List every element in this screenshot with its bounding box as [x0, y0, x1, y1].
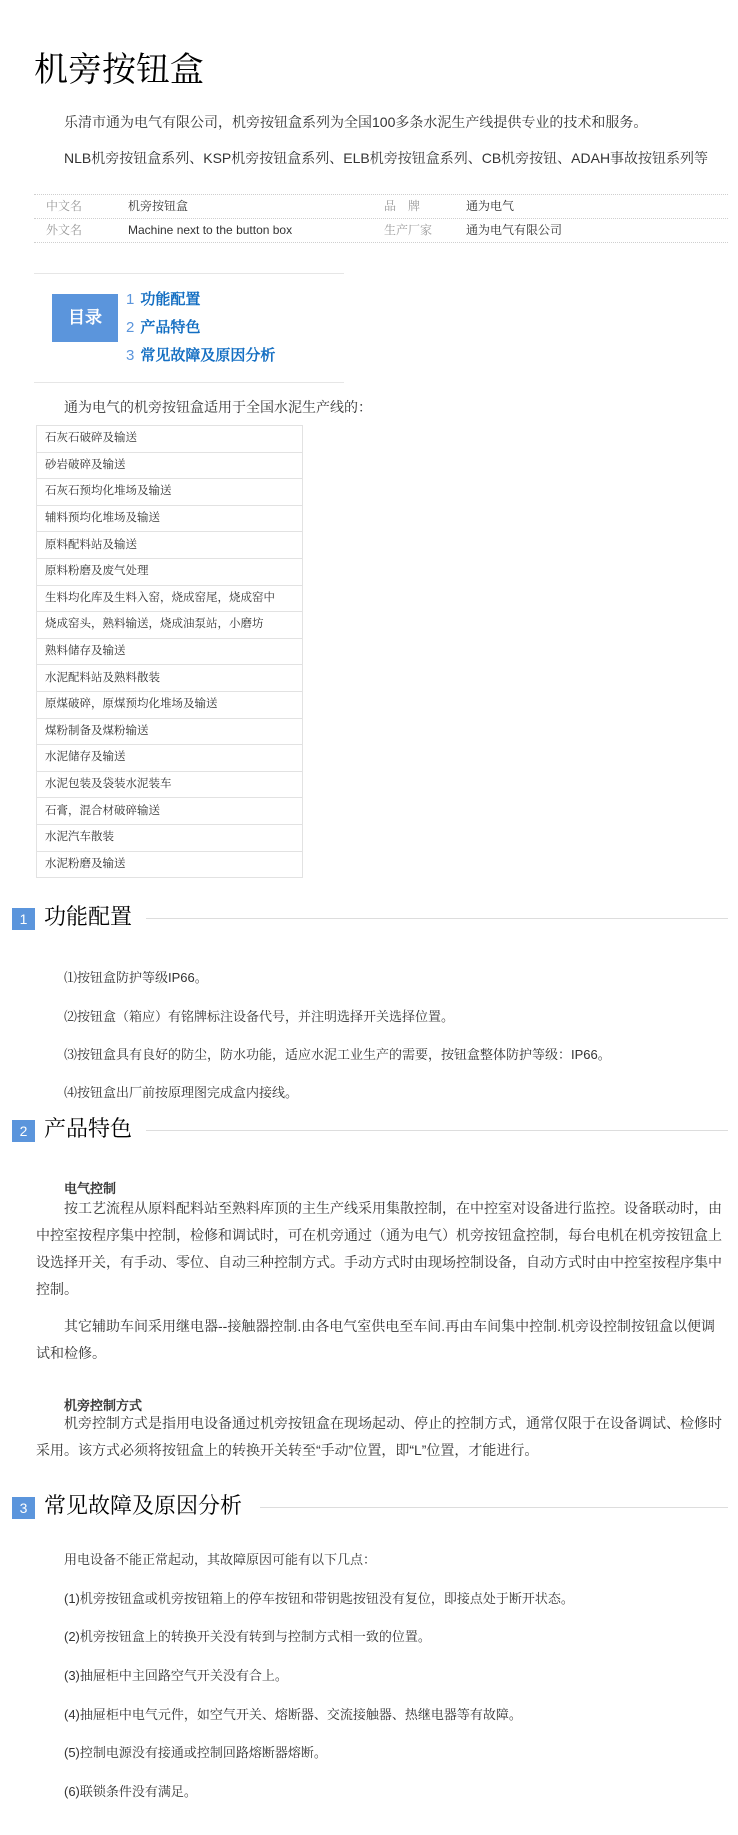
production-line-cell: 石灰石预均化堆场及输送 — [37, 479, 303, 506]
section-divider — [146, 918, 728, 919]
table-row — [37, 718, 303, 745]
table-row — [37, 851, 303, 878]
production-line-cell: 原料粉磨及废气处理 — [37, 558, 303, 585]
table-row — [37, 745, 303, 772]
section-divider — [260, 1507, 728, 1508]
intro-paragraph-1: 乐清市通为电气有限公司，机旁按钮盒系列为全国100多条水泥生产线提供专业的技术和服务。 — [64, 114, 648, 130]
info-value: 机旁按钮盒 — [128, 199, 189, 213]
table-row — [37, 452, 303, 479]
page-title: 机旁按钮盒 — [34, 51, 204, 89]
section-3-item: (4)抽屉柜中电气元件，如空气开关、熔断器、交流接触器、热继电器等有故障。 — [64, 1707, 522, 1722]
table-row — [37, 612, 303, 639]
toc-item-number: 2 — [126, 319, 135, 336]
section-title: 产品特色 — [44, 1116, 133, 1141]
production-line-cell: 生料均化库及生料入窑，烧成窑尾，烧成窑中 — [37, 585, 303, 612]
toc-item-number: 3 — [126, 347, 135, 364]
intro-paragraph-2: NLB机旁按钮盒系列、KSP机旁按钮盒系列、ELB机旁按钮盒系列、CB机旁按钮、ADAH事故按钮系列等 — [64, 150, 709, 166]
section-1-item: ⑷按钮盒出厂前按原理图完成盒内接线。 — [64, 1085, 299, 1100]
section-1-item: ⑴按钮盒防护等级IP66。 — [64, 970, 208, 985]
section-heading-3 — [12, 1493, 728, 1521]
section-3-item: (5)控制电源没有接通或控制回路熔断器熔断。 — [64, 1745, 327, 1760]
table-row — [37, 558, 303, 585]
info-row — [34, 194, 728, 218]
section-2-paragraph: 按工艺流程从原料配料站至熟料库顶的主生产线采用集散控制，在中控室对设备进行监控。设备联动时，由中控室按程序集中控制，检修和调试时，可在机旁通过（通为电气）机旁按钮盒控制，每台电机在机旁按钮盒上设选择开关，有手动、零位、自动三种控制方式。手动方式时由现场控制设备，自动方式时由中控室按程序集中控制。 — [36, 1200, 722, 1297]
section-title: 功能配置 — [44, 904, 133, 929]
section-heading-2 — [12, 1116, 728, 1144]
toc-item-number: 1 — [126, 291, 135, 308]
info-value: 通为电气 — [466, 199, 515, 213]
info-key: 外文名 — [46, 223, 83, 237]
subheading-electrical-control: 电气控制 — [64, 1181, 117, 1196]
section-1-item: ⑵按钮盒（箱应）有铭牌标注设备代号，并注明选择开关选择位置。 — [64, 1009, 455, 1024]
info-value: 通为电气有限公司 — [466, 223, 563, 237]
table-row — [37, 665, 303, 692]
info-box — [34, 194, 728, 242]
lines-intro: 通为电气的机旁按钮盒适用于全国水泥生产线的： — [64, 399, 372, 415]
section-3-item: (1)机旁按钮盒或机旁按钮箱上的停车按钮和带钥匙按钮没有复位，即接点处于断开状态。 — [64, 1591, 574, 1606]
table-row — [37, 532, 303, 559]
toc-badge: 目录 — [52, 294, 118, 342]
section-2-paragraph: 其它辅助车间采用继电器--接触器控制.由各电气室供电至车间.再由车间集中控制.机旁设控制按钮盒以便调试和检修。 — [36, 1318, 715, 1361]
section-1-item: ⑶按钮盒具有良好的防尘，防水功能，适应水泥工业生产的需要，按钮盒整体防护等级：IP66。 — [64, 1047, 611, 1062]
toc-item-label: 产品特色 — [140, 319, 201, 336]
table-row — [37, 426, 303, 453]
toc-item-function-config[interactable] — [126, 290, 200, 310]
toc-item-faults[interactable] — [126, 346, 275, 366]
section-3-item: (2)机旁按钮盒上的转换开关没有转到与控制方式相一致的位置。 — [64, 1629, 431, 1644]
section-divider — [146, 1130, 728, 1131]
toc-item-label: 常见故障及原因分析 — [140, 347, 276, 364]
table-row — [37, 585, 303, 612]
table-row — [37, 638, 303, 665]
production-line-cell: 原煤破碎，原煤预均化堆场及输送 — [37, 691, 303, 718]
production-line-cell: 砂岩破碎及输送 — [37, 452, 303, 479]
table-row — [37, 798, 303, 825]
table-row — [37, 771, 303, 798]
table-of-contents — [34, 273, 344, 383]
info-key: 生产厂家 — [384, 223, 433, 237]
table-row — [37, 505, 303, 532]
section-number: 2 — [12, 1120, 35, 1142]
production-line-cell: 石灰石破碎及输送 — [37, 426, 303, 453]
info-value: Machine next to the button box — [128, 223, 293, 237]
production-line-cell: 煤粉制备及煤粉输送 — [37, 718, 303, 745]
production-line-cell: 水泥配料站及熟料散装 — [37, 665, 303, 692]
production-line-cell: 水泥储存及输送 — [37, 745, 303, 772]
section-3-lead: 用电设备不能正常起动，其故障原因可能有以下几点： — [64, 1552, 377, 1567]
production-line-cell: 辅料预均化堆场及输送 — [37, 505, 303, 532]
table-row — [37, 824, 303, 851]
production-line-cell: 烧成窑头，熟料输送，烧成油泵站，小磨坊 — [37, 612, 303, 639]
toc-item-product-features[interactable] — [126, 318, 200, 338]
table-row — [37, 691, 303, 718]
section-3-item: (6)联锁条件没有满足。 — [64, 1784, 197, 1799]
section-title: 常见故障及原因分析 — [44, 1493, 243, 1518]
production-lines-table — [36, 425, 303, 878]
info-row — [34, 218, 728, 242]
production-line-cell: 水泥汽车散装 — [37, 824, 303, 851]
section-number: 3 — [12, 1497, 35, 1519]
section-2-paragraph: 机旁控制方式是指用电设备通过机旁按钮盒在现场起动、停止的控制方式，通常仅限于在设备调试、检修时采用。该方式必须将按钮盒上的转换开关转至“手动”位置，即“L”位置，才能进行。 — [36, 1415, 722, 1458]
production-line-cell: 熟料储存及输送 — [37, 638, 303, 665]
section-heading-1 — [12, 904, 728, 932]
production-line-cell: 石膏，混合材破碎输送 — [37, 798, 303, 825]
section-number: 1 — [12, 908, 35, 930]
section-3-item: (3)抽屉柜中主回路空气开关没有合上。 — [64, 1668, 288, 1683]
production-line-cell: 原料配料站及输送 — [37, 532, 303, 559]
info-key: 中文名 — [46, 199, 83, 213]
info-key: 品 牌 — [384, 199, 421, 213]
subheading-local-control-mode: 机旁控制方式 — [64, 1398, 143, 1413]
table-row — [37, 479, 303, 506]
production-line-cell: 水泥粉磨及输送 — [37, 851, 303, 878]
toc-item-label: 功能配置 — [140, 291, 201, 308]
production-line-cell: 水泥包装及袋装水泥装车 — [37, 771, 303, 798]
